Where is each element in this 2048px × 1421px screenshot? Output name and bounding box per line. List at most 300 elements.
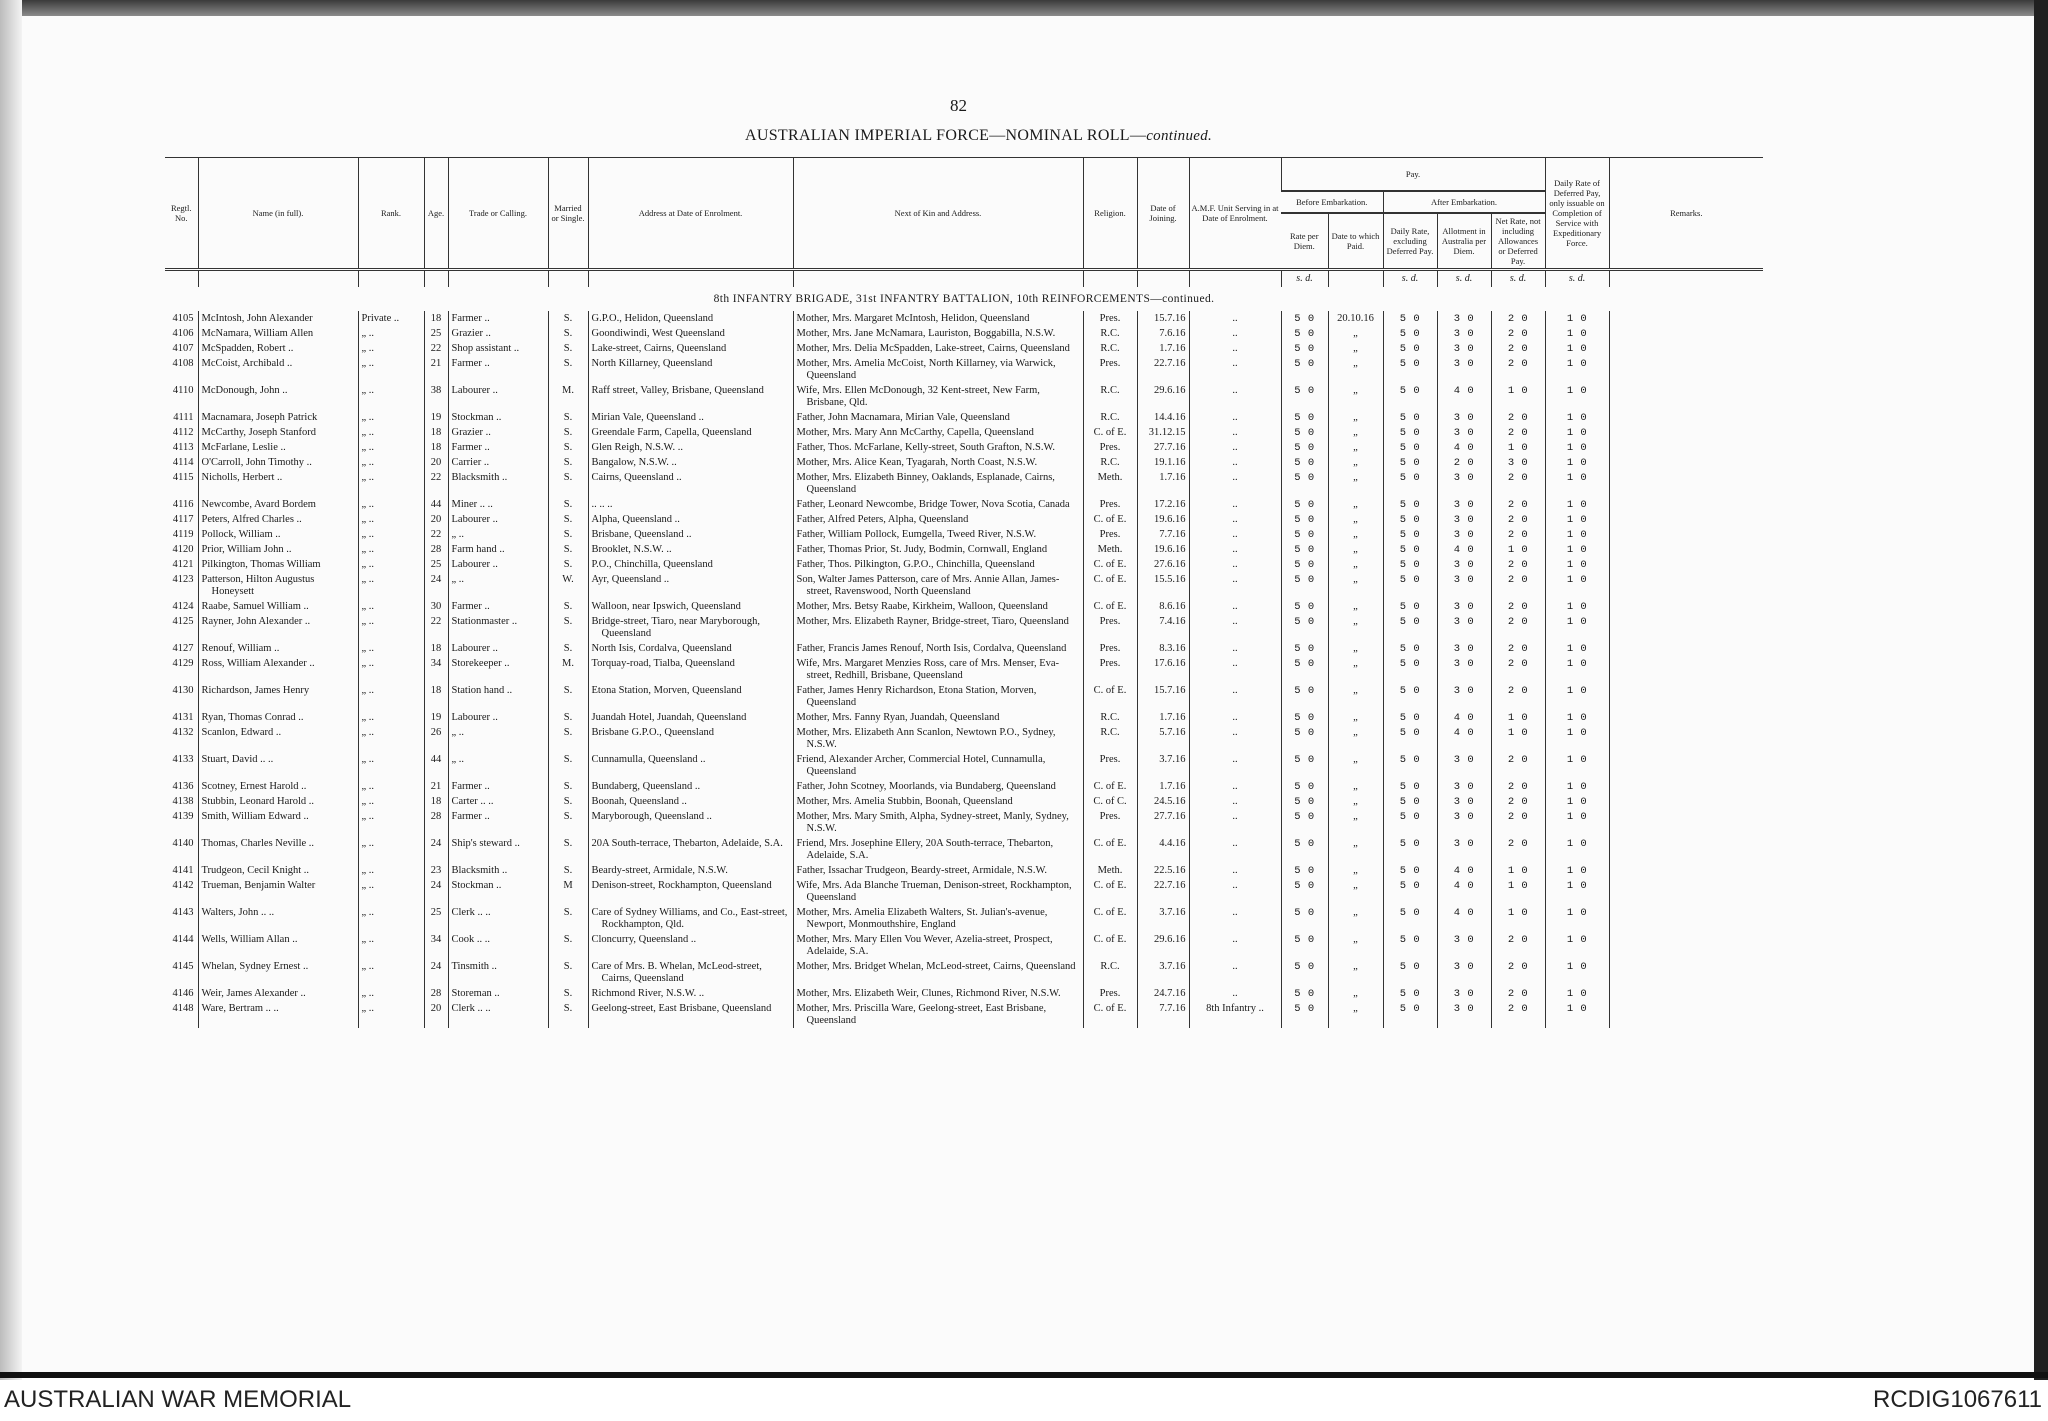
cell-remarks xyxy=(1609,341,1763,356)
cell-married: M. xyxy=(548,656,588,683)
cell-married: S. xyxy=(548,455,588,470)
header-pay: Pay. xyxy=(1281,158,1545,192)
cell-religion: C. of E. xyxy=(1083,425,1137,440)
cell-trade: „ .. xyxy=(448,572,548,599)
cell-regtl-no: 4144 xyxy=(172,934,194,945)
cell-religion: R.C. xyxy=(1083,725,1137,752)
table-row xyxy=(165,878,1763,905)
cell-rank: „ .. xyxy=(358,836,424,863)
cell-next-of-kin: Father, Leonard Newcombe, Bridge Tower, Nova Scotia, Canada xyxy=(793,497,1083,512)
cell-regtl-no: 4105 xyxy=(172,313,194,324)
cell-rate-per-diem: 5 0 xyxy=(1281,470,1328,497)
cell-trade: Ship's steward .. xyxy=(448,836,548,863)
cell-rate-per-diem: 5 0 xyxy=(1281,863,1328,878)
cell-regtl-no: 4108 xyxy=(172,358,194,369)
cell-next-of-kin: Friend, Mrs. Josephine Ellery, 20A South-terrace, Thebarton, Adelaide, S.A. xyxy=(793,836,1083,863)
cell-date-joining: 3.7.16 xyxy=(1137,752,1189,779)
cell-regtl-no: 4145 xyxy=(172,961,194,972)
cell-trade: Clerk .. .. xyxy=(448,1001,548,1028)
cell-name: McDonough, John .. xyxy=(198,383,358,410)
cell-remarks xyxy=(1609,683,1763,710)
cell-net-rate: 2 0 xyxy=(1491,599,1545,614)
cell-married: S. xyxy=(548,356,588,383)
cell-next-of-kin: Mother, Mrs. Elizabeth Ann Scanlon, Newtown P.O., Sydney, N.S.W. xyxy=(793,725,1083,752)
cell-next-of-kin: Wife, Mrs. Ada Blanche Trueman, Denison-street, Rockhampton, Queensland xyxy=(793,878,1083,905)
cell-age: 25 xyxy=(424,905,448,932)
cell-age: 24 xyxy=(424,878,448,905)
title-main: AUSTRALIAN IMPERIAL FORCE—NOMINAL ROLL— xyxy=(745,127,1147,144)
cell-married: S. xyxy=(548,512,588,527)
cell-name: Richardson, James Henry xyxy=(198,683,358,710)
cell-deferred-pay: 1 0 xyxy=(1545,986,1609,1001)
table-row xyxy=(165,1001,1763,1028)
cell-religion: C. of C. xyxy=(1083,794,1137,809)
cell-regtl-no: 4129 xyxy=(172,658,194,669)
cell-date-joining: 1.7.16 xyxy=(1137,710,1189,725)
cell-address: Bangalow, N.S.W. .. xyxy=(588,455,793,470)
cell-religion: Pres. xyxy=(1083,656,1137,683)
cell-daily-rate: 5 0 xyxy=(1383,455,1437,470)
cell-net-rate: 2 0 xyxy=(1491,932,1545,959)
cell-daily-rate: 5 0 xyxy=(1383,311,1437,326)
page-title xyxy=(745,127,1212,145)
cell-rate-per-diem: 5 0 xyxy=(1281,512,1328,527)
cell-rate-per-diem: 5 0 xyxy=(1281,752,1328,779)
cell-amf-unit: .. xyxy=(1189,599,1281,614)
cell-amf-unit: .. xyxy=(1189,794,1281,809)
cell-name: Nicholls, Herbert .. xyxy=(198,470,358,497)
cell-regtl-no: 4136 xyxy=(172,781,194,792)
cell-date-paid: „ xyxy=(1328,455,1383,470)
cell-regtl-no: 4139 xyxy=(172,811,194,822)
cell-religion: R.C. xyxy=(1083,326,1137,341)
cell-rate-per-diem: 5 0 xyxy=(1281,710,1328,725)
cell-allotment: 3 0 xyxy=(1437,656,1491,683)
cell-address: Juandah Hotel, Juandah, Queensland xyxy=(588,710,793,725)
cell-married: S. xyxy=(548,683,588,710)
cell-rate-per-diem: 5 0 xyxy=(1281,836,1328,863)
cell-rank: „ .. xyxy=(358,341,424,356)
cell-religion: Meth. xyxy=(1083,863,1137,878)
cell-married: S. xyxy=(548,641,588,656)
cell-rank: „ .. xyxy=(358,710,424,725)
cell-date-paid: „ xyxy=(1328,836,1383,863)
cell-trade: Grazier .. xyxy=(448,425,548,440)
cell-remarks xyxy=(1609,542,1763,557)
cell-rank: „ .. xyxy=(358,326,424,341)
cell-rank: „ .. xyxy=(358,863,424,878)
cell-allotment: 4 0 xyxy=(1437,863,1491,878)
header-religion: Religion. xyxy=(1083,158,1137,270)
cell-daily-rate: 5 0 xyxy=(1383,497,1437,512)
cell-amf-unit: .. xyxy=(1189,470,1281,497)
cell-deferred-pay: 1 0 xyxy=(1545,656,1609,683)
cell-address: Lake-street, Cairns, Queensland xyxy=(588,341,793,356)
cell-rank: „ .. xyxy=(358,656,424,683)
cell-age: 22 xyxy=(424,614,448,641)
cell-religion: R.C. xyxy=(1083,455,1137,470)
cell-trade: Labourer .. xyxy=(448,512,548,527)
cell-remarks xyxy=(1609,878,1763,905)
cell-trade: Farmer .. xyxy=(448,779,548,794)
cell-age: 23 xyxy=(424,863,448,878)
cell-name: McNamara, William Allen xyxy=(198,326,358,341)
cell-amf-unit: .. xyxy=(1189,959,1281,986)
cell-rank: „ .. xyxy=(358,779,424,794)
cell-net-rate: 2 0 xyxy=(1491,986,1545,1001)
cell-married: S. xyxy=(548,1001,588,1028)
cell-married: S. xyxy=(548,986,588,1001)
cell-name: Walters, John .. .. xyxy=(198,905,358,932)
cell-married: S. xyxy=(548,614,588,641)
cell-name: Patterson, Hilton Augustus Honeysett xyxy=(198,572,358,599)
cell-age: 44 xyxy=(424,752,448,779)
page-number: 82 xyxy=(950,96,967,115)
cell-date-paid: „ xyxy=(1328,794,1383,809)
cell-religion: R.C. xyxy=(1083,710,1137,725)
cell-deferred-pay: 1 0 xyxy=(1545,410,1609,425)
cell-religion: Pres. xyxy=(1083,641,1137,656)
section-heading-row xyxy=(165,287,1763,311)
cell-address: Glen Reigh, N.S.W. .. xyxy=(588,440,793,455)
cell-deferred-pay: 1 0 xyxy=(1545,572,1609,599)
cell-deferred-pay: 1 0 xyxy=(1545,470,1609,497)
cell-date-joining: 15.7.16 xyxy=(1137,311,1189,326)
cell-married: M. xyxy=(548,383,588,410)
cell-address: Bundaberg, Queensland .. xyxy=(588,779,793,794)
cell-religion: C. of E. xyxy=(1083,557,1137,572)
table-row xyxy=(165,542,1763,557)
cell-name: Scanlon, Edward .. xyxy=(198,725,358,752)
cell-amf-unit: .. xyxy=(1189,341,1281,356)
cell-daily-rate: 5 0 xyxy=(1383,470,1437,497)
cell-daily-rate: 5 0 xyxy=(1383,986,1437,1001)
cell-amf-unit: .. xyxy=(1189,410,1281,425)
cell-age: 24 xyxy=(424,836,448,863)
cell-next-of-kin: Mother, Mrs. Margaret McIntosh, Helidon, Queensland xyxy=(793,311,1083,326)
header-next-of-kin: Next of Kin and Address. xyxy=(793,158,1083,270)
cell-age: 18 xyxy=(424,641,448,656)
cell-next-of-kin: Mother, Mrs. Mary Ellen Vou Wever, Azelia-street, Prospect, Adelaide, S.A. xyxy=(793,932,1083,959)
cell-date-joining: 8.3.16 xyxy=(1137,641,1189,656)
cell-name: Newcombe, Avard Bordem xyxy=(198,497,358,512)
cell-date-paid: „ xyxy=(1328,1001,1383,1028)
cell-rank: „ .. xyxy=(358,542,424,557)
cell-allotment: 2 0 xyxy=(1437,455,1491,470)
cell-name: McCarthy, Joseph Stanford xyxy=(198,425,358,440)
cell-regtl-no: 4115 xyxy=(172,472,194,483)
cell-married: S. xyxy=(548,497,588,512)
cell-trade: Storeman .. xyxy=(448,986,548,1001)
cell-address: Maryborough, Queensland .. xyxy=(588,809,793,836)
cell-married: S. xyxy=(548,905,588,932)
table-row xyxy=(165,710,1763,725)
roll-body xyxy=(165,270,1763,1029)
cell-rate-per-diem: 5 0 xyxy=(1281,425,1328,440)
cell-married: S. xyxy=(548,725,588,752)
cell-remarks xyxy=(1609,455,1763,470)
cell-rate-per-diem: 5 0 xyxy=(1281,326,1328,341)
cell-net-rate: 2 0 xyxy=(1491,836,1545,863)
cell-rate-per-diem: 5 0 xyxy=(1281,905,1328,932)
cell-married: S. xyxy=(548,863,588,878)
cell-age: 28 xyxy=(424,986,448,1001)
cell-regtl-no: 4119 xyxy=(172,529,194,540)
cell-net-rate: 2 0 xyxy=(1491,425,1545,440)
cell-rate-per-diem: 5 0 xyxy=(1281,341,1328,356)
header-age: Age. xyxy=(424,158,448,270)
cell-allotment: 3 0 xyxy=(1437,932,1491,959)
cell-address: Mirian Vale, Queensland .. xyxy=(588,410,793,425)
cell-name: Stubbin, Leonard Harold .. xyxy=(198,794,358,809)
cell-remarks xyxy=(1609,383,1763,410)
header-rate-per-diem: Rate per Diem. xyxy=(1281,213,1328,270)
cell-name: Peters, Alfred Charles .. xyxy=(198,512,358,527)
cell-next-of-kin: Wife, Mrs. Ellen McDonough, 32 Kent-street, New Farm, Brisbane, Qld. xyxy=(793,383,1083,410)
cell-deferred-pay: 1 0 xyxy=(1545,905,1609,932)
cell-next-of-kin: Mother, Mrs. Mary Ann McCarthy, Capella, Queensland xyxy=(793,425,1083,440)
cell-rank: „ .. xyxy=(358,497,424,512)
table-row xyxy=(165,311,1763,326)
cell-name: Whelan, Sydney Ernest .. xyxy=(198,959,358,986)
cell-rate-per-diem: 5 0 xyxy=(1281,1001,1328,1028)
cell-age: 34 xyxy=(424,656,448,683)
header-before-embarkation: Before Embarkation. xyxy=(1281,191,1383,213)
cell-regtl-no: 4114 xyxy=(172,457,194,468)
cell-date-paid: „ xyxy=(1328,326,1383,341)
cell-remarks xyxy=(1609,725,1763,752)
cell-daily-rate: 5 0 xyxy=(1383,410,1437,425)
cell-rate-per-diem: 5 0 xyxy=(1281,614,1328,641)
cell-net-rate: 1 0 xyxy=(1491,542,1545,557)
cell-address: 20A South-terrace, Thebarton, Adelaide, S.A. xyxy=(588,836,793,863)
cell-married: S. xyxy=(548,542,588,557)
cell-date-joining: 22.7.16 xyxy=(1137,356,1189,383)
cell-deferred-pay: 1 0 xyxy=(1545,614,1609,641)
table-row xyxy=(165,572,1763,599)
header-date-paid: Date to which Paid. xyxy=(1328,213,1383,270)
cell-date-joining: 14.4.16 xyxy=(1137,410,1189,425)
cell-net-rate: 2 0 xyxy=(1491,326,1545,341)
cell-allotment: 4 0 xyxy=(1437,440,1491,455)
cell-next-of-kin: Mother, Mrs. Jane McNamara, Lauriston, Boggabilla, N.S.W. xyxy=(793,326,1083,341)
cell-married: S. xyxy=(548,932,588,959)
cell-net-rate: 3 0 xyxy=(1491,455,1545,470)
cell-regtl-no: 4112 xyxy=(172,427,194,438)
cell-rank: „ .. xyxy=(358,410,424,425)
cell-next-of-kin: Mother, Mrs. Priscilla Ware, Geelong-street, East Brisbane, Queensland xyxy=(793,1001,1083,1028)
cell-remarks xyxy=(1609,440,1763,455)
table-row xyxy=(165,497,1763,512)
table-row xyxy=(165,470,1763,497)
cell-daily-rate: 5 0 xyxy=(1383,656,1437,683)
cell-rate-per-diem: 5 0 xyxy=(1281,527,1328,542)
cell-trade: Storekeeper .. xyxy=(448,656,548,683)
cell-net-rate: 2 0 xyxy=(1491,311,1545,326)
cell-remarks xyxy=(1609,932,1763,959)
cell-next-of-kin: Mother, Mrs. Alice Kean, Tyagarah, North Coast, N.S.W. xyxy=(793,455,1083,470)
cell-address: Care of Mrs. B. Whelan, McLeod-street, Cairns, Queensland xyxy=(588,959,793,986)
cell-trade: Carter .. .. xyxy=(448,794,548,809)
cell-regtl-no: 4142 xyxy=(172,880,194,891)
cell-date-joining: 22.7.16 xyxy=(1137,878,1189,905)
cell-next-of-kin: Mother, Mrs. Amelia Elizabeth Walters, St. Julian's-avenue, Newport, Monmouthshire, England xyxy=(793,905,1083,932)
cell-remarks xyxy=(1609,905,1763,932)
table-row xyxy=(165,440,1763,455)
cell-date-paid: „ xyxy=(1328,557,1383,572)
cell-name: Wells, William Allan .. xyxy=(198,932,358,959)
table-row xyxy=(165,341,1763,356)
cell-rank: „ .. xyxy=(358,878,424,905)
cell-net-rate: 1 0 xyxy=(1491,905,1545,932)
cell-religion: Pres. xyxy=(1083,809,1137,836)
cell-age: 19 xyxy=(424,410,448,425)
cell-allotment: 3 0 xyxy=(1437,356,1491,383)
table-row xyxy=(165,752,1763,779)
table-row xyxy=(165,809,1763,836)
cell-daily-rate: 5 0 xyxy=(1383,794,1437,809)
cell-trade: Labourer .. xyxy=(448,641,548,656)
cell-rank: „ .. xyxy=(358,794,424,809)
cell-deferred-pay: 1 0 xyxy=(1545,341,1609,356)
cell-rank: „ .. xyxy=(358,986,424,1001)
cell-date-paid: „ xyxy=(1328,641,1383,656)
cell-rate-per-diem: 5 0 xyxy=(1281,440,1328,455)
cell-date-joining: 8.6.16 xyxy=(1137,599,1189,614)
cell-allotment: 3 0 xyxy=(1437,959,1491,986)
cell-date-paid: „ xyxy=(1328,752,1383,779)
cell-remarks xyxy=(1609,311,1763,326)
cell-net-rate: 1 0 xyxy=(1491,725,1545,752)
table-row xyxy=(165,959,1763,986)
cell-rate-per-diem: 5 0 xyxy=(1281,932,1328,959)
cell-next-of-kin: Mother, Mrs. Mary Smith, Alpha, Sydney-street, Manly, Sydney, N.S.W. xyxy=(793,809,1083,836)
cell-rate-per-diem: 5 0 xyxy=(1281,497,1328,512)
cell-daily-rate: 5 0 xyxy=(1383,326,1437,341)
cell-age: 28 xyxy=(424,809,448,836)
cell-rate-per-diem: 5 0 xyxy=(1281,599,1328,614)
cell-regtl-no: 4146 xyxy=(172,988,194,999)
cell-rate-per-diem: 5 0 xyxy=(1281,725,1328,752)
cell-rate-per-diem: 5 0 xyxy=(1281,542,1328,557)
cell-trade: Labourer .. xyxy=(448,557,548,572)
cell-religion: Pres. xyxy=(1083,440,1137,455)
cell-deferred-pay: 1 0 xyxy=(1545,512,1609,527)
cell-married: W. xyxy=(548,572,588,599)
table-row xyxy=(165,932,1763,959)
cell-daily-rate: 5 0 xyxy=(1383,779,1437,794)
header-amf-unit: A.M.F. Unit Serving in at Date of Enrolment. xyxy=(1189,158,1281,270)
cell-religion: C. of E. xyxy=(1083,878,1137,905)
cell-daily-rate: 5 0 xyxy=(1383,341,1437,356)
cell-date-joining: 7.7.16 xyxy=(1137,527,1189,542)
cell-date-paid: „ xyxy=(1328,425,1383,440)
cell-age: 21 xyxy=(424,779,448,794)
cell-date-paid: „ xyxy=(1328,512,1383,527)
cell-name: Smith, William Edward .. xyxy=(198,809,358,836)
cell-address: G.P.O., Helidon, Queensland xyxy=(588,311,793,326)
table-row xyxy=(165,455,1763,470)
cell-amf-unit: .. xyxy=(1189,986,1281,1001)
cell-amf-unit: .. xyxy=(1189,326,1281,341)
cell-trade: Blacksmith .. xyxy=(448,470,548,497)
cell-remarks xyxy=(1609,425,1763,440)
cell-age: 28 xyxy=(424,542,448,557)
cell-net-rate: 2 0 xyxy=(1491,341,1545,356)
cell-date-paid: „ xyxy=(1328,959,1383,986)
cell-deferred-pay: 1 0 xyxy=(1545,356,1609,383)
cell-deferred-pay: 1 0 xyxy=(1545,683,1609,710)
cell-allotment: 4 0 xyxy=(1437,542,1491,557)
cell-married: S. xyxy=(548,410,588,425)
cell-date-paid: „ xyxy=(1328,863,1383,878)
cell-allotment: 3 0 xyxy=(1437,986,1491,1001)
cell-name: McCoist, Archibald .. xyxy=(198,356,358,383)
cell-rank: „ .. xyxy=(358,1001,424,1028)
footer-institution: AUSTRALIAN WAR MEMORIAL xyxy=(4,1386,352,1413)
cell-next-of-kin: Mother, Mrs. Elizabeth Weir, Clunes, Richmond River, N.S.W. xyxy=(793,986,1083,1001)
cell-married: S. xyxy=(548,425,588,440)
cell-next-of-kin: Father, Thos. Pilkington, G.P.O., Chinchilla, Queensland xyxy=(793,557,1083,572)
cell-remarks xyxy=(1609,809,1763,836)
cell-religion: C. of E. xyxy=(1083,932,1137,959)
units-rate-per-diem: s. d. xyxy=(1281,270,1328,288)
cell-remarks xyxy=(1609,326,1763,341)
cell-amf-unit: .. xyxy=(1189,356,1281,383)
cell-age: 44 xyxy=(424,497,448,512)
cell-deferred-pay: 1 0 xyxy=(1545,641,1609,656)
cell-rate-per-diem: 5 0 xyxy=(1281,383,1328,410)
cell-deferred-pay: 1 0 xyxy=(1545,794,1609,809)
cell-deferred-pay: 1 0 xyxy=(1545,599,1609,614)
cell-date-joining: 15.5.16 xyxy=(1137,572,1189,599)
cell-regtl-no: 4133 xyxy=(172,754,194,765)
cell-address: North Isis, Cordalva, Queensland xyxy=(588,641,793,656)
cell-next-of-kin: Father, Thos. McFarlane, Kelly-street, South Grafton, N.S.W. xyxy=(793,440,1083,455)
cell-trade: Farmer .. xyxy=(448,809,548,836)
cell-address: Cloncurry, Queensland .. xyxy=(588,932,793,959)
cell-date-paid: „ xyxy=(1328,356,1383,383)
cell-amf-unit: .. xyxy=(1189,836,1281,863)
cell-rate-per-diem: 5 0 xyxy=(1281,794,1328,809)
cell-daily-rate: 5 0 xyxy=(1383,836,1437,863)
cell-remarks xyxy=(1609,470,1763,497)
cell-net-rate: 2 0 xyxy=(1491,641,1545,656)
cell-name: Ross, William Alexander .. xyxy=(198,656,358,683)
cell-date-paid: „ xyxy=(1328,779,1383,794)
cell-age: 18 xyxy=(424,440,448,455)
cell-age: 34 xyxy=(424,932,448,959)
table-row xyxy=(165,512,1763,527)
cell-address: Geelong-street, East Brisbane, Queensland xyxy=(588,1001,793,1028)
header-address: Address at Date of Enrolment. xyxy=(588,158,793,270)
cell-married: S. xyxy=(548,710,588,725)
cell-daily-rate: 5 0 xyxy=(1383,599,1437,614)
cell-allotment: 4 0 xyxy=(1437,905,1491,932)
header-name: Name (in full). xyxy=(198,158,358,270)
cell-regtl-no: 4141 xyxy=(172,865,194,876)
cell-amf-unit: .. xyxy=(1189,425,1281,440)
cell-regtl-no: 4132 xyxy=(172,727,194,738)
cell-deferred-pay: 1 0 xyxy=(1545,557,1609,572)
cell-rate-per-diem: 5 0 xyxy=(1281,311,1328,326)
cell-religion: Meth. xyxy=(1083,470,1137,497)
cell-trade: Farmer .. xyxy=(448,356,548,383)
cell-daily-rate: 5 0 xyxy=(1383,710,1437,725)
cell-trade: Cook .. .. xyxy=(448,932,548,959)
cell-deferred-pay: 1 0 xyxy=(1545,710,1609,725)
cell-name: McIntosh, John Alexander xyxy=(198,311,358,326)
